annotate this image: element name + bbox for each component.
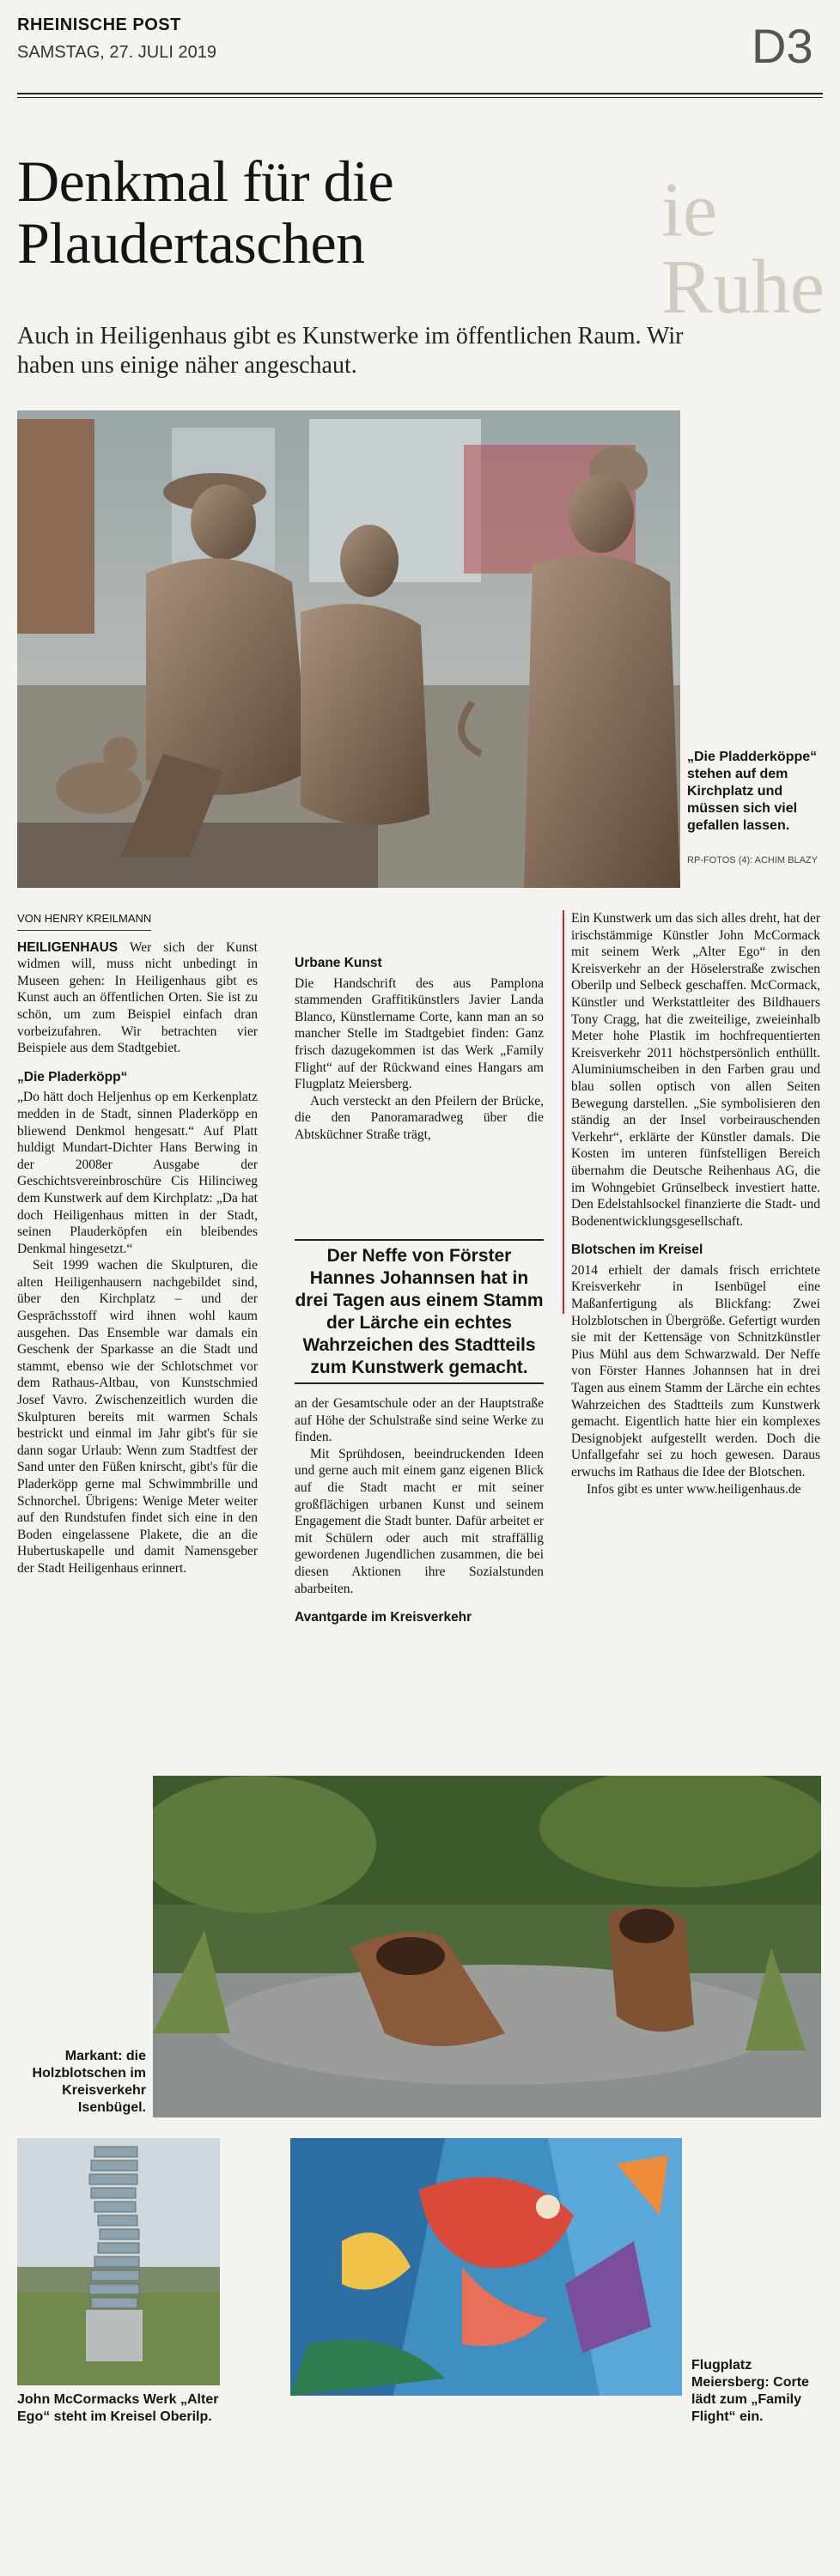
paragraph: Seit 1999 wachen die Skulpturen, die alten Heiligenhausern nachgebildet sind, über den Kirchplatz – und der Gesprächsstoff wird ihnen wohl kaum ausgehen. Das Ensemble war damals ein Geschenk der Sparkasse an die Stadt und stammt, ebenso wie der Schlotschmet vor dem Rathaus-Altbau, von Kunstschmied Josef Vavro. Zwischenzeitlich wurden die Skulpturen bereits mit warmen Schals bestrickt und einmal im Jahr gibt's für sie dann sogar Urlaub: Wenn zum Stadtfest der Sand unter den Füßen knirscht, gibt's für die Pladerköpp gerne mal Schwimmbrille und Schnorchel. Übrigens: Wenige Meter weiter auf den Rundstufen findet sich eine in den Boden eingelassene Plakete, die an die Hubertuskapelle und damit Namensgeber der Stadt Heiligenhaus erinnert. — [17, 1258, 258, 1576]
dateline: HEILIGENHAUS — [17, 939, 119, 955]
pullquote-rule-bottom — [295, 1382, 544, 1384]
photo-credit: RP-FOTOS (4): ACHIM BLAZY — [687, 855, 818, 866]
paragraph: Ein Kunstwerk um das sich alles dreht, hat der irischstämmige Künstler John McCormack mit seinem Werk „Alter Ego“ in den Kreisverkehr an der Höselerstraße zwischen Oberilp und Selbeck geschaffen. McCormack, Künstler und Werkstattleiter des Bildhauers Tony Cragg, hat die zweiteilige, zweieinhalb Meter hohe Plastik im hochfrequentierten Kreisverkehr 2011 höchstpersönlich enthüllt. Aluminiumscheiben in den Farben grau und blau sollen optisch von allen Seiten Bewegung darstellen. „Sie symbolisieren den ständig an der Insel vorbeirauschenden Verkehr“, erklärte der Künstler damals. Die Kosten im unteren fünfstelligen Bereich übernahm die Deutsche Reihenhaus AG, die im Wohngebiet Grünselbeck investiert hatte. Den Edelstahlsockel finanzierte die Stadt- und Bodenentwicklungsgesellschaft. — [571, 911, 820, 1229]
clogs-caption: Markant: die Holzblotschen im Kreisverkehr Isenbügel. — [32, 2049, 146, 2115]
clogs-photo — [153, 1776, 821, 2117]
paragraph: Die Handschrift des aus Pamplona stammenden Graffitikünstlers Javier Landa Blanco, Künstlername Corte, kann man an so mancher Stelle im Stadtgebiet finden: Ganz frisch dazugekommen ist das Werk „Family Flight“ auf der Rückwand eines Hangars am Flugplatz Meiersberg. — [295, 975, 544, 1092]
paragraph: an der Gesamtschule oder an der Hauptstraße auf Höhe der Schulstraße sind seine Werke zu finden. — [295, 1396, 544, 1445]
page-number: D3 — [752, 19, 813, 73]
column-accent-line — [563, 910, 564, 1314]
headline: Denkmal für die Plaudertaschen — [17, 149, 394, 276]
article-column-2-continued — [295, 1395, 544, 1630]
byline: VON HENRY KREILMANN — [17, 910, 151, 931]
paragraph: 2014 erhielt der damals frisch errichtete Kreisverkehr in Isenbügel eine Maßanfertigung als Blickfang: Zwei Holzblotschen in Übergröße. Gefertigt wurden sie mit der Kettensäge von Schnitzkünstler Pius Mühl aus dem Schwarzwald. Der Neffe von Förster Hannes Johannsen hat in drei Tagen aus einem Stamm der Lärche ein echtes Wahrzeichen des Stadtteils zum Kunstwerk gemacht. Eigentlich hatte hier ein komplexes Designobjekt aufgestellt werden. Doch die Unfallgefahr sei zu hoch gewesen. Daraus erwuchs im Rathaus die Idee der Blotschen. — [571, 1262, 820, 1479]
newspaper-name: RHEINISCHE POST — [17, 15, 181, 34]
mural-caption: Flugplatz Meiersberg: Corte lädt zum „Family Flight“ ein. — [691, 2358, 809, 2424]
paragraph: Wer sich der Kunst widmen will, muss nicht unbedingt in Museen gehen: In Heiligenhaus gibt es Kunst auch an öffentlichen Orten. Sie ist zu schön, um zum Beispiel einfach dran vorbeizufahren. Wir betrachten vier Beispiele aus dem Stadtgebiet. — [17, 939, 258, 1056]
paragraph: Mit Sprühdosen, beeindruckenden Ideen und gerne auch mit einem ganz eigenen Blick auf die Stadt macht er mit seiner großflächigen urbanen Kunst und seinem Engagement die Stadt bunter. Dafür arbeitet er mit Schülern oder auch mit straffällig gewordenen Jugendlichen zusammen, die bei diesen Aktionen ihre Sozialstunden abarbeiten. — [295, 1446, 544, 1596]
main-photo-caption: „Die Pladderköppe“ stehen auf dem Kirchplatz und müssen sich viel gefallen lassen. — [687, 750, 818, 833]
section-heading: „Die Pladerköpp“ — [17, 1069, 128, 1084]
paragraph: Infos gibt es unter www.heiligenhaus.de — [587, 1481, 801, 1497]
subheadline: Auch in Heiligenhaus gibt es Kunstwerke im öffentlichen Raum. Wir haben uns einige näher angeschaut. — [17, 323, 684, 379]
section-heading: Avantgarde im Kreisverkehr — [295, 1610, 472, 1625]
pullquote: Der Neffe von Förster Hannes Johannsen hat in drei Tagen aus einem Stamm der Lärche ein echtes Wahrzeichen des Stadtteils zum Kunstwerk gemacht. — [295, 1246, 544, 1377]
issue-date: SAMSTAG, 27. JULI 2019 — [17, 43, 216, 62]
article-column-1 — [17, 910, 258, 1577]
section-heading: Blotschen im Kreisel — [571, 1242, 703, 1258]
main-photo-pladerkoepp — [17, 410, 680, 888]
article-column-2 — [295, 910, 544, 1144]
paragraph: „Do hätt doch Heljenhus op em Kerkenplatz medden in de Stadt, sinnen Pladerköpp en bliewend Denkmol hengesatt.“ Auf Platt huldigt Mundart-Dichter Hans Berwing in der 2008er Ausgabe der Geschichtsvereinbroschüre Cis Hilinciweg dem Kunstwerk auf dem Kirchplatz: „Da hat doch Heiligenhaus mitten in der Stadt, seinen Plauderköpfen ein bleibendes Denkmal hingesetzt.“ — [17, 1090, 258, 1256]
masthead-rule — [17, 93, 823, 94]
paragraph: Auch versteckt an den Pfeilern der Brücke, die den Panoramaradweg über die Abtsküchner Straße trägt, — [295, 1093, 544, 1142]
article-column-3 — [571, 910, 820, 1498]
alter-ego-photo — [17, 2138, 220, 2385]
pullquote-rule-top — [295, 1239, 544, 1241]
masthead-rule-thin — [17, 97, 823, 98]
family-flight-mural-photo — [290, 2138, 682, 2396]
bleed-through-text: ie Ruhe — [661, 167, 825, 330]
alter-ego-caption: John McCormacks Werk „Alter Ego“ steht im Kreisel Oberilp. — [17, 2392, 219, 2424]
section-heading: Urbane Kunst — [295, 956, 382, 970]
